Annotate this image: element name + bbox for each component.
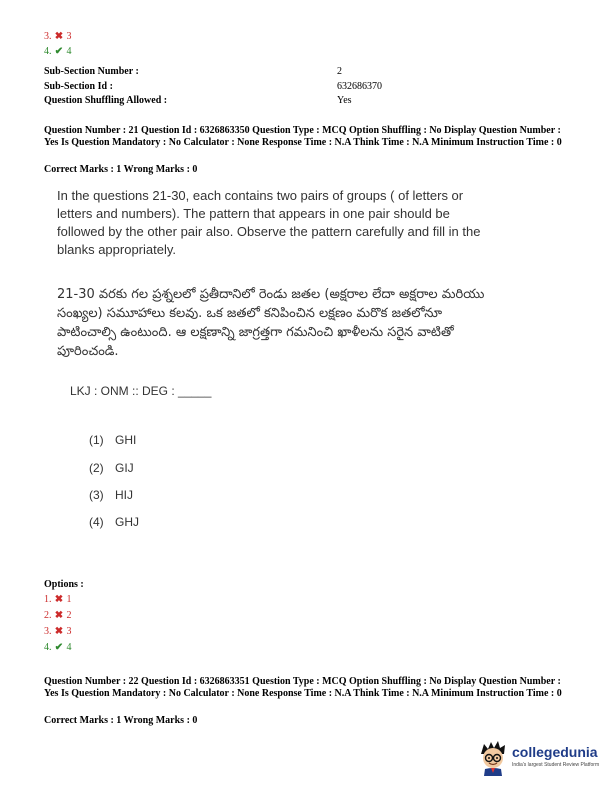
option-2 (44, 610, 72, 622)
choice-text: GIJ (115, 461, 134, 475)
choice-number: (1) (89, 433, 104, 447)
question-text: LKJ : ONM :: DEG : _____ (70, 384, 212, 398)
check-icon: ✔ (54, 642, 64, 653)
option-value: 4 (66, 46, 72, 57)
choice-number: (4) (89, 515, 104, 529)
cross-icon: ✖ (54, 31, 64, 42)
question-shuffling-value: Yes (337, 95, 352, 106)
choice-number: (2) (89, 461, 104, 475)
check-icon: ✔ (54, 46, 64, 57)
option-number: 4. (44, 46, 52, 57)
mascot-icon (476, 740, 510, 776)
option-value: 4 (66, 642, 72, 653)
options-label: Options : (44, 579, 84, 590)
question-22-marks: Correct Marks : 1 Wrong Marks : 0 (44, 715, 198, 726)
choice-text: HIJ (115, 488, 134, 502)
option-number: 2. (44, 610, 52, 621)
instruction-english: In the questions 21-30, each contains two pairs of groups ( of letters or letters and numbers). The pattern that appears in one pair should be followed by the other pair also. Observe the pattern carefully and fill in the blanks appropriately. (57, 188, 481, 257)
option-value: 3 (66, 31, 72, 42)
option-3 (44, 626, 72, 638)
option-value: 2 (66, 610, 72, 621)
prev-option-3 (44, 31, 72, 43)
choice-text: GHJ (115, 515, 140, 529)
option-number: 3. (44, 626, 52, 637)
option-value: 3 (66, 626, 72, 637)
question-22-header: Question Number : 22 Question Id : 6326863351 Question Type : MCQ Option Shuffling : No Display Question Number : Yes Is Question Mandatory : No Calculator : None Response Time : N.A Think Time : N.A Minimum Instruction Time : 0 (44, 676, 562, 699)
option-number: 4. (44, 642, 52, 653)
logo-name: collegedunia (512, 744, 598, 760)
cross-icon: ✖ (54, 626, 64, 637)
instruction-telugu: 21-30 వరకు గల ప్రశ్నలలో ప్రతీదానిలో రెండు జతల (అక్షరాల లేదా అక్షరాల మరియు సంఖ్యల) సమూహాలు కలవు. ఒక జతలో కనిపించిన లక్షణం మరొక జతలోనూ పాటించాల్సి ఉంటుంది. ఆ లక్షణాన్ని జాగ్రత్తగా గమనించి ఖాళీలను సరైన వాటితో పూరించండి. (57, 287, 485, 359)
question-shuffling-label: Question Shuffling Allowed : (44, 95, 168, 106)
option-1 (44, 594, 72, 606)
choice-text: GHI (115, 433, 137, 447)
subsection-number-value: 2 (337, 66, 342, 77)
choice-number: (3) (89, 488, 104, 502)
choice-1 (89, 433, 136, 447)
question-21-header: Question Number : 21 Question Id : 6326863350 Question Type : MCQ Option Shuffling : No Display Question Number : Yes Is Question Mandatory : No Calculator : None Response Time : N.A Think Time : N.A Minimum Instruction Time : 0 (44, 125, 562, 148)
subsection-number-label: Sub-Section Number : (44, 66, 139, 77)
option-value: 1 (66, 594, 72, 605)
choice-3 (89, 488, 133, 502)
option-number: 3. (44, 31, 52, 42)
logo-tagline: India's largest Student Review Platform (512, 762, 600, 768)
prev-option-4 (44, 46, 72, 58)
cross-icon: ✖ (54, 610, 64, 621)
option-4 (44, 642, 72, 654)
cross-icon: ✖ (54, 594, 64, 605)
choice-4 (89, 515, 139, 529)
question-21-marks: Correct Marks : 1 Wrong Marks : 0 (44, 164, 198, 175)
subsection-id-value: 632686370 (337, 81, 382, 92)
subsection-id-label: Sub-Section Id : (44, 81, 113, 92)
option-number: 1. (44, 594, 52, 605)
choice-2 (89, 461, 134, 475)
collegedunia-logo (476, 738, 602, 782)
